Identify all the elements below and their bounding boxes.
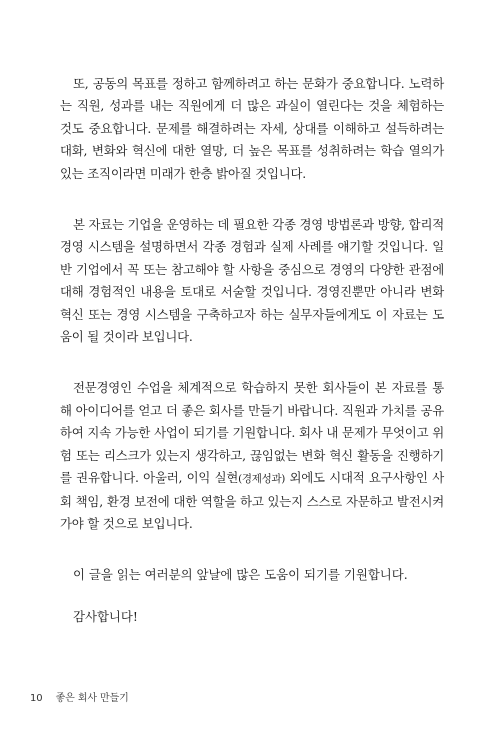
page-footer (30, 689, 129, 704)
paragraph-3 (60, 377, 444, 535)
running-title: 좋은 회사 만들기 (55, 693, 129, 704)
closing-thanks: 감사합니다! (73, 608, 138, 624)
paragraph-3-parenthetical: (경제성과) (238, 473, 286, 486)
paragraph-2: 본 자료는 기업을 운영하는 데 필요한 각종 경영 방법론과 방향, 합리적 경영 시스템을 설명하면서 각종 경험과 실제 사례를 얘기할 것입니다. 일반 기업에서 꼭 또는 참고해야 할 사항을 중심으로 경영의 다양한 관점에 대해 경험적인 내용을 토대로 서술할 것입니다. 경영진뿐만 아니라 변화혁신 또는 경영 시스템을 구축하고자 하는 실무자들에게도 이 자료는 도움이 될 것이라 보입니다. (60, 217, 444, 345)
paragraph-1: 또, 공동의 목표를 정하고 함께하려고 하는 문화가 중요합니다. 노력하는 직원, 성과를 내는 직원에게 더 많은 과실이 열린다는 것을 체험하는 것도 중요합니다. 문제를 해결하려는 자세, 상대를 이해하고 설득하려는 대화, 변화와 혁신에 대한 열망, 더 높은 목표를 성취하려는 학습 열의가 있는 조직이라면 미래가 한층 밝아질 것입니다. (60, 76, 444, 181)
page-body (60, 73, 444, 647)
page-number: 10 (30, 693, 43, 704)
closing-wish: 이 글을 읽는 여러분의 앞날에 많은 도움이 되기를 기원합니다. (73, 567, 408, 583)
paragraph-3-text-end: 외에도 시대적 요구사항인 사회 책임, 환경 보전에 대한 역할을 하고 있는지 스스로 자문하고 발전시켜 가야 할 것으로 보입니다. (60, 470, 444, 531)
paragraph-3-text-start: 전문경영인 수업을 체계적으로 학습하지 못한 회사들이 본 자료를 통해 아이디어를 얻고 더 좋은 회사를 만들기 바랍니다. 직원과 가치를 공유하여 지속 가능한 사업이 되기를 기원합니다. 회사 내 문제가 무엇이고 위험 또는 리스크가 있는지 생각하고, 끊임없는 변화 혁신 활동을 진행하기를 권유합니다. 아울러, 이익 실현 (60, 380, 444, 486)
